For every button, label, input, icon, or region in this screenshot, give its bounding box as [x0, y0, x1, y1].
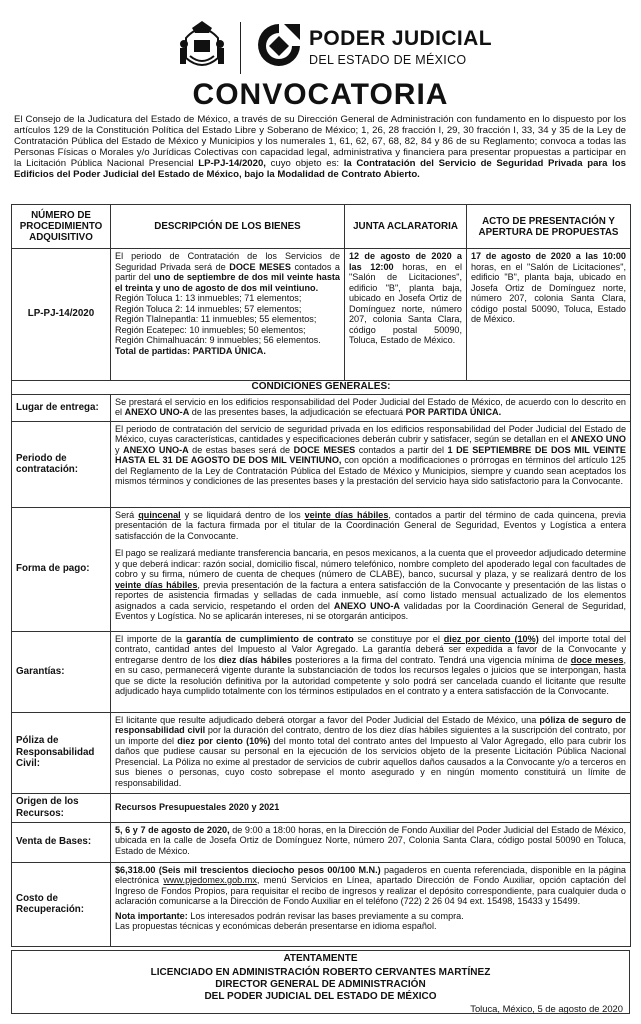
page-title: CONVOCATORIA — [192, 78, 449, 111]
garantias-text: se constituye por el — [353, 633, 444, 644]
description-text — [115, 251, 340, 293]
intro-paragraph — [14, 114, 626, 181]
header-divider — [240, 22, 241, 74]
pago-text: , contados a partir del término de cada quincena, previa presentación de la factura firmada por el titular de la Coordinación General de Seguridad, Eventos y Logística a entera satisfacción de la Convocante. — [115, 509, 626, 541]
garantias-days: diez días hábiles — [218, 654, 293, 665]
acto-text: horas, en el "Salón de Licitaciones", edificio "B", planta baja, ubicado en Josefa Ortiz de Domínguez norte, número 207, colonia Santa Clara, código postal 50090, Toluca, Estado de México. — [471, 261, 626, 324]
pago-value — [111, 507, 631, 631]
pago-text: El pago se realizará mediante transferencia bancaria, en pesos mexicanos, a la cuenta que el proveedor adjudicado determine y que deberá indicar: razón social, domicilio fiscal, número telefónico, nombre completo del apoderado legal con facultades de cobro y su firma, número de cuenta de cheques (número de CLABE), banco, sucursal y plaza, y se realizará dentro de los — [115, 548, 626, 579]
note-text: Los interesados podrán revisar las bases previamente a su compra. — [187, 910, 464, 921]
signer-position: DIRECTOR GENERAL DE ADMINISTRACIÓN — [215, 979, 426, 990]
desc-period: uno de septiembre de dos mil veinte hasta el treinta y uno de agosto de dos mil veintiuno. — [115, 272, 340, 293]
poliza-text: del monto total del contrato antes del Impuesto al Valor Agregado, ello para cubrir los daños que pudiese causar su personal en la ejecución de los servicios objeto de la presente Licitación Pública Nacional Presencial. La Póliza no exime al prestador de servicios de cubrir aquellos daños causados a la Convocante y/o a terceros en sus bienes o personas, cuyo costo sobrepase el monto asegurado y en ningún momento constituirá un límite de responsabilidad. — [115, 735, 627, 788]
signer-institution: DEL PODER JUDICIAL DEL ESTADO DE MÉXICO — [204, 991, 437, 1002]
origen-value: Recursos Presupuestales 2020 y 2021 — [111, 793, 631, 822]
table-row — [12, 793, 631, 822]
poliza-text: El licitante que resulte adjudicado deberá otorgar a favor del Poder Judicial del Estado de México, una — [115, 714, 540, 725]
state-seal-icon — [176, 18, 228, 74]
poliza-label: Póliza de Responsabilidad Civil: — [12, 712, 111, 793]
costo-text: pagaderos en cuenta referenciada, disponible en la página electrónica — [115, 864, 626, 885]
venta-label: Venta de Bases: — [12, 822, 111, 862]
costo-text: , menú Servicios en Línea, apartado Dirección de Fondo Auxiliar, opción captación del Ingreso de Fondos Propios, para requisitar el recibo de ingresos y realizar el depósito correspondiente, para cualquier duda o aclaración comunicarse a la Dirección de Fondo Auxiliar en el teléfono (722) 2 26 04 94 ext. 15498, 15433 y 15499. — [115, 875, 626, 906]
page-header — [0, 12, 641, 72]
lugar-text: de las presentes bases, la adjudicación se efectuará — [189, 407, 406, 417]
venta-value — [111, 822, 631, 862]
garantias-text: del importe total del contrato, cantidad antes del Impuesto al Valor Agregado. La garantía deberá ser expedida a favor de la Convocante y entregarse dentro de los — [115, 633, 626, 665]
place-date: Toluca, México, 5 de agosto de 2020 — [470, 1003, 623, 1014]
acto-date: 17 de agosto de 2020 a las 10:00 — [471, 251, 626, 261]
periodo-anexo: ANEXO UNO-A — [123, 444, 189, 455]
desc-text: El periodo de Contratación de los Servicios de Seguridad Privada será de — [115, 251, 340, 272]
desc-duration: DOCE MESES — [229, 261, 291, 272]
poder-judicial-logo-icon — [256, 22, 302, 70]
junta-text: horas, en el "Salón de Licitaciones", edificio "B", planta baja, ubicado en Josefa Ortiz de Domínguez norte, número 207, colonia Santa Clara, código postal 50090, Toluca, Estado de México. — [349, 261, 462, 345]
col-header-junta: JUNTA ACLARATORIA — [345, 205, 467, 249]
conditions-heading: CONDICIONES GENERALES: — [12, 381, 631, 395]
periodo-text: y — [115, 444, 124, 455]
costo-value — [111, 862, 631, 946]
lugar-value — [111, 394, 631, 421]
acto-cell — [467, 249, 631, 381]
costo-label: Costo de Recuperación: — [12, 862, 111, 946]
conditions-header-row — [12, 381, 631, 395]
costo-website-link[interactable]: www.pjedomex.gob.mx — [163, 875, 257, 885]
pago-text: Será — [115, 509, 139, 520]
lugar-label: Lugar de entrega: — [12, 394, 111, 421]
col-header-acto: ACTO DE PRESENTACIÓN Y APERTURA DE PROPUESTAS — [467, 205, 631, 249]
table-row — [12, 421, 631, 507]
pago-anexo: ANEXO UNO-A — [333, 600, 400, 611]
venta-dates: 5, 6 y 7 de agosto de 2020, — [115, 824, 230, 835]
institution-name: PODER JUDICIAL — [309, 27, 492, 50]
description-cell — [111, 249, 345, 381]
garantias-bold: garantía de cumplimiento de contrato — [186, 633, 354, 644]
signer-name: LICENCIADO EN ADMINISTRACIÓN ROBERTO CERVANTES MARTÍNEZ — [150, 967, 491, 978]
garantias-percent: diez por ciento (10%) — [443, 633, 539, 644]
institution-subtitle: DEL ESTADO DE MÉXICO — [309, 53, 467, 67]
garantias-months: doce meses — [570, 654, 624, 665]
pago-paragraph-1 — [115, 510, 626, 542]
poliza-text: por la duración del contrato, dentro de los diez días hábiles siguientes a la suscripción del contrato, por un importe del — [115, 725, 626, 746]
periodo-duration: DOCE MESES — [293, 444, 356, 455]
pago-text: y se liquidará dentro de los — [180, 509, 305, 520]
table-header-row — [12, 205, 631, 249]
region-item: Región Ecatepec: 10 inmuebles; 50 elementos; — [115, 324, 306, 335]
periodo-text: contados a partir del — [355, 444, 448, 455]
col-header-procedure: NÚMERO DE PROCEDIMIENTO ADQUISITIVO — [12, 205, 111, 249]
intro-procedure: LP-PJ-14/2020, — [198, 158, 266, 170]
garantias-value — [111, 631, 631, 712]
costo-amount: $6,318.00 (Seis mil trescientos dieciocho pesos 00/100 M.N.) — [115, 864, 381, 875]
table-row — [12, 822, 631, 862]
table-row — [12, 712, 631, 793]
poliza-bold: póliza de seguro de responsabilidad civil — [115, 714, 627, 735]
procedure-number: LP-PJ-14/2020 — [12, 249, 111, 381]
junta-cell — [345, 249, 467, 381]
region-item: Región Chimalhuacán: 9 inmuebles; 56 elementos. — [115, 335, 321, 345]
pago-quincenal: quincenal — [138, 509, 181, 520]
total-partidas: Total de partidas: PARTIDA ÚNICA. — [115, 345, 266, 356]
costo-paragraph — [115, 865, 626, 907]
col-header-description: DESCRIPCIÓN DE LOS BIENES — [111, 205, 345, 249]
garantias-label: Garantías: — [12, 631, 111, 712]
intro-text: El Consejo de la Judicatura del Estado de México, a través de su Dirección General de Administración con fundamento en lo dispuesto por los artículos 129 de la Constitución Política del Estado Libre y Soberano de México; 1, 26, 28 fracción I, 29, 30 fracción I, 33, 34 y 35 de la Ley de Contratación Pública del Estado de México y Municipios y los numerales 1, 61, 62, 67, 68, 82, 84 y 86 de su Reglamento; convoca a todas las Personas Físicas o Morales y/o Jurídicas Colectivas con capacidad legal, administrativa y financiera para presentar propuestas a participar en la Licitación Pública Nacional Presencial — [14, 114, 626, 170]
origen-label: Origen de los Recursos: — [12, 793, 111, 822]
pago-text: validadas por la Coordinación General de Seguridad, Eventos y Logística. No se aplicarán intereses, ni se otorgarán anticipos. — [115, 600, 627, 621]
convocatoria-table — [11, 204, 631, 947]
periodo-value — [111, 421, 631, 507]
garantias-text: El importe de la — [115, 633, 187, 644]
pago-days: veinte días hábiles — [115, 579, 198, 590]
costo-note — [115, 911, 626, 922]
garantias-text: posteriores a la firma del contrato. Tendrá una vigencia mínima de — [292, 654, 571, 665]
region-item: Región Toluca 1: 13 inmuebles; 71 elementos; — [115, 293, 302, 303]
periodo-label: Periodo de contratación: — [12, 421, 111, 507]
pago-days: veinte días hábiles — [304, 509, 389, 520]
poliza-percent: diez por ciento (10%) — [177, 735, 271, 746]
note-label: Nota importante: — [115, 910, 188, 921]
pago-paragraph-2 — [115, 548, 626, 622]
intro-text: cuyo objeto es: — [265, 158, 344, 170]
region-item: Región Tlalnepantla: 11 inmuebles; 55 elementos; — [115, 314, 317, 324]
periodo-text: con opción a modificaciones o prórrogas en términos del artículo 125 del Reglamento de la Ley de Contratación Pública del Estado de México y Municipios, siempre y cuando sean aceptados los mismos términos y condiciones de las presentes bases y la prestación del servicio haya sido satisfactorio para la Convocante. — [115, 455, 626, 486]
junta-date: 12 de agosto de 2020 a las 12:00 — [349, 251, 462, 272]
region-item: Región Toluca 2: 14 inmuebles; 57 elementos; — [115, 303, 302, 314]
table-row — [12, 394, 631, 421]
atentamente: ATENTAMENTE — [283, 953, 358, 964]
poliza-value — [111, 712, 631, 793]
table-row — [12, 249, 631, 381]
pago-label: Forma de pago: — [12, 507, 111, 631]
signature-block — [11, 950, 630, 1014]
lugar-text: Se prestará el servicio en los edificios responsabilidad del Poder Judicial del Estado de México, de acuerdo con lo descrito en el — [115, 396, 626, 417]
intro-object: la Contratación del Servicio de Seguridad Privada para los Edificios del Poder Judicial del Estado de México, bajo la Modalidad de Contrato Abierto. — [14, 158, 626, 181]
lugar-anexo: ANEXO UNO-A — [124, 407, 190, 417]
venta-text: de 9:00 a 18:00 horas, en la Dirección de Fondo Auxiliar del Poder Judicial del Estado de México, ubicada en la calle de Josefa Ortiz de Domínguez Norte, número 207, Colonia Santa Clara, código postal 50090 en Toluca, Estado de México. — [115, 824, 626, 856]
table-row — [12, 862, 631, 946]
desc-text: contados a partir del — [115, 261, 340, 282]
lugar-partida: POR PARTIDA ÚNICA. — [405, 407, 502, 417]
periodo-anexo: ANEXO UNO — [570, 434, 626, 444]
periodo-dates: 1 DE SEPTIEMBRE DE DOS MIL VEINTE HASTA EL 31 DE AGOSTO DE DOS MIL VEINTIUNO, — [115, 444, 626, 465]
garantias-text: , en su caso, permanecerá vigente durante la substanciación de todos los recursos legales o juicios que se interpongan, hasta que se dicte la resolución definitiva por la autoridad competente y solo podrá ser cancelada cuando el licitante que resulte adjudicado haya cumplido totalmente con los términos estipulados en el contrato y a entera satisfacción de la Convocante. — [115, 654, 626, 696]
costo-note-2: Las propuestas técnicas y económicas deberán presentarse en idioma español. — [115, 921, 437, 931]
periodo-text: de estas bases será de — [188, 444, 294, 455]
table-row — [12, 631, 631, 712]
pago-text: , previa presentación de la factura a entera satisfacción de la Convocante y presentación de las listas o reportes de asistencia firmadas y selladas de cada inmueble, así como listado mensual actualizado de los elementos asignados a cada servicio, respetando el orden del — [115, 579, 626, 611]
table-row — [12, 507, 631, 631]
periodo-text: El periodo de contratación del servicio de seguridad privada en los edificios responsabilidad del Poder Judicial del Estado de México, cuyas características, cantidades y especificaciones deberán cubrir y satisfacer, según se detallan en el — [115, 423, 626, 444]
